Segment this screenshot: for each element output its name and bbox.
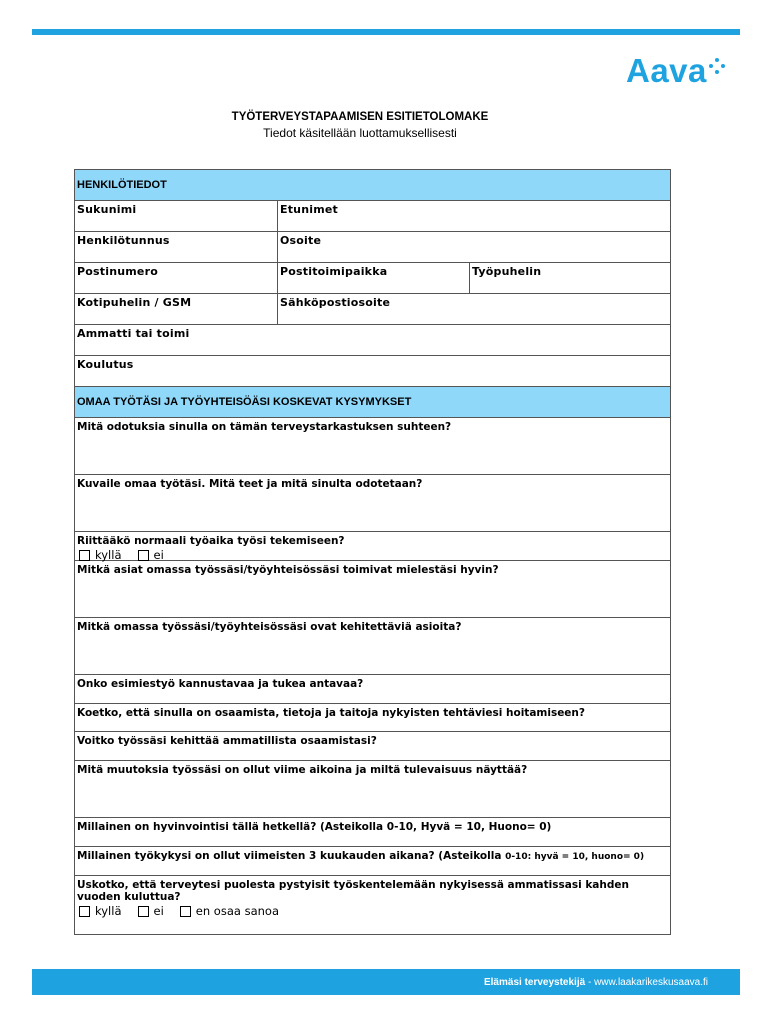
row-koulutus [75,356,670,387]
footer-separator: - [585,976,595,988]
question-wellbeing[interactable]: Millainen on hyvinvointisi tällä hetkellä? (Asteikolla 0-10, Hyvä = 10, Huono= 0) [75,818,670,847]
field-sahkoposti[interactable]: Sähköpostiosoite [277,294,670,324]
footer-bar [32,969,740,995]
field-postinumero[interactable]: Postinumero [77,265,158,278]
row-names [75,201,670,232]
checkbox-ei[interactable] [138,550,149,561]
aava-logo [626,54,725,88]
question-improvements[interactable]: Mitkä omassa työssäsi/työyhteisössäsi ovat kehitettäviä asioita? [75,618,670,675]
row-postal [75,263,670,294]
field-kotipuhelin[interactable]: Kotipuhelin / GSM [77,296,192,309]
field-postitoimipaikka[interactable]: Postitoimipaikka [277,263,469,293]
logo-dots-icon [709,58,725,74]
question-competence[interactable]: Koetko, että sinulla on osaamista, tietoja ja taitoja nykyisten tehtäviesi hoitamiseen? [75,704,670,732]
question-work-ability[interactable] [75,847,670,876]
question-what-works[interactable]: Mitkä asiat omassa työssäsi/työyhteisössäsi toimivat mielestäsi hyvin? [75,561,670,618]
section-work-heading: OMAA TYÖTÄSI JA TYÖYHTEISÖÄSI KOSKEVAT KYSYMYKSET [75,387,670,418]
form-title: TYÖTERVEYSTAPAAMISEN ESITIETOLOMAKE [231,111,489,123]
question-changes[interactable]: Mitä muutoksia työssäsi on ollut viime aikoina ja miltä tulevaisuus näyttää? [75,761,670,818]
question-future-ability-label: Uskotko, että terveytesi puolesta pystyisit työskentelemään nykyisessä ammatissasi kahden vuoden kuluttua? [77,879,629,903]
footer-url[interactable]: www.laakarikeskusaava.fi [594,976,708,988]
field-osoite[interactable]: Osoite [277,232,670,262]
question-working-hours-label: Riittääkö normaali työaika työsi tekemiseen? [77,535,345,547]
option-ei-future-label: ei [153,904,164,918]
field-sukunimi[interactable]: Sukunimi [77,203,137,216]
question-development[interactable]: Voitko työssäsi kehittää ammatillista osaamistasi? [75,732,670,761]
question-work-ability-label: Millainen työkykysi on ollut viimeisten 3 kuukauden aikana? (Asteikolla [77,850,502,862]
checkbox-kylla-future[interactable] [79,906,90,917]
question-work-ability-scale: 0-10: hyvä = 10, huono= 0) [505,852,645,862]
question-supervisor[interactable]: Onko esimiestyö kannustavaa ja tukea antavaa? [75,675,670,704]
row-ammatti [75,325,670,356]
question-future-ability[interactable] [75,876,670,934]
question-expectations[interactable]: Mitä odotuksia sinulla on tämän terveystarkastuksen suhteen? [75,418,670,475]
top-accent-bar [32,29,740,35]
working-hours-options [77,548,670,562]
questionnaire-form [74,169,671,935]
option-en-osaa-sanoa-label: en osaa sanoa [195,904,279,918]
option-kylla-label: kyllä [95,548,122,562]
checkbox-en-osaa-sanoa[interactable] [180,906,191,917]
field-ammatti[interactable]: Ammatti tai toimi [77,327,190,340]
field-tyopuhelin[interactable]: Työpuhelin [469,263,670,293]
option-ei-label: ei [153,548,164,562]
question-describe-work[interactable]: Kuvaile omaa työtäsi. Mitä teet ja mitä sinulta odotetaan? [75,475,670,532]
section-personal-heading: HENKILÖTIEDOT [75,170,670,201]
question-working-hours[interactable] [75,532,670,561]
footer-slogan: Elämäsi terveystekijä [483,976,586,988]
checkbox-kylla[interactable] [79,550,90,561]
row-id-address [75,232,670,263]
field-koulutus[interactable]: Koulutus [77,358,134,371]
logo-wordmark: Aava [626,52,707,89]
row-contact [75,294,670,325]
form-subtitle: Tiedot käsitellään luottamuksellisesti [263,126,457,140]
option-kylla-future-label: kyllä [95,904,122,918]
field-etunimet[interactable]: Etunimet [277,201,670,231]
future-ability-options [77,904,670,918]
checkbox-ei-future[interactable] [138,906,149,917]
field-henkilotunnus[interactable]: Henkilötunnus [77,234,170,247]
